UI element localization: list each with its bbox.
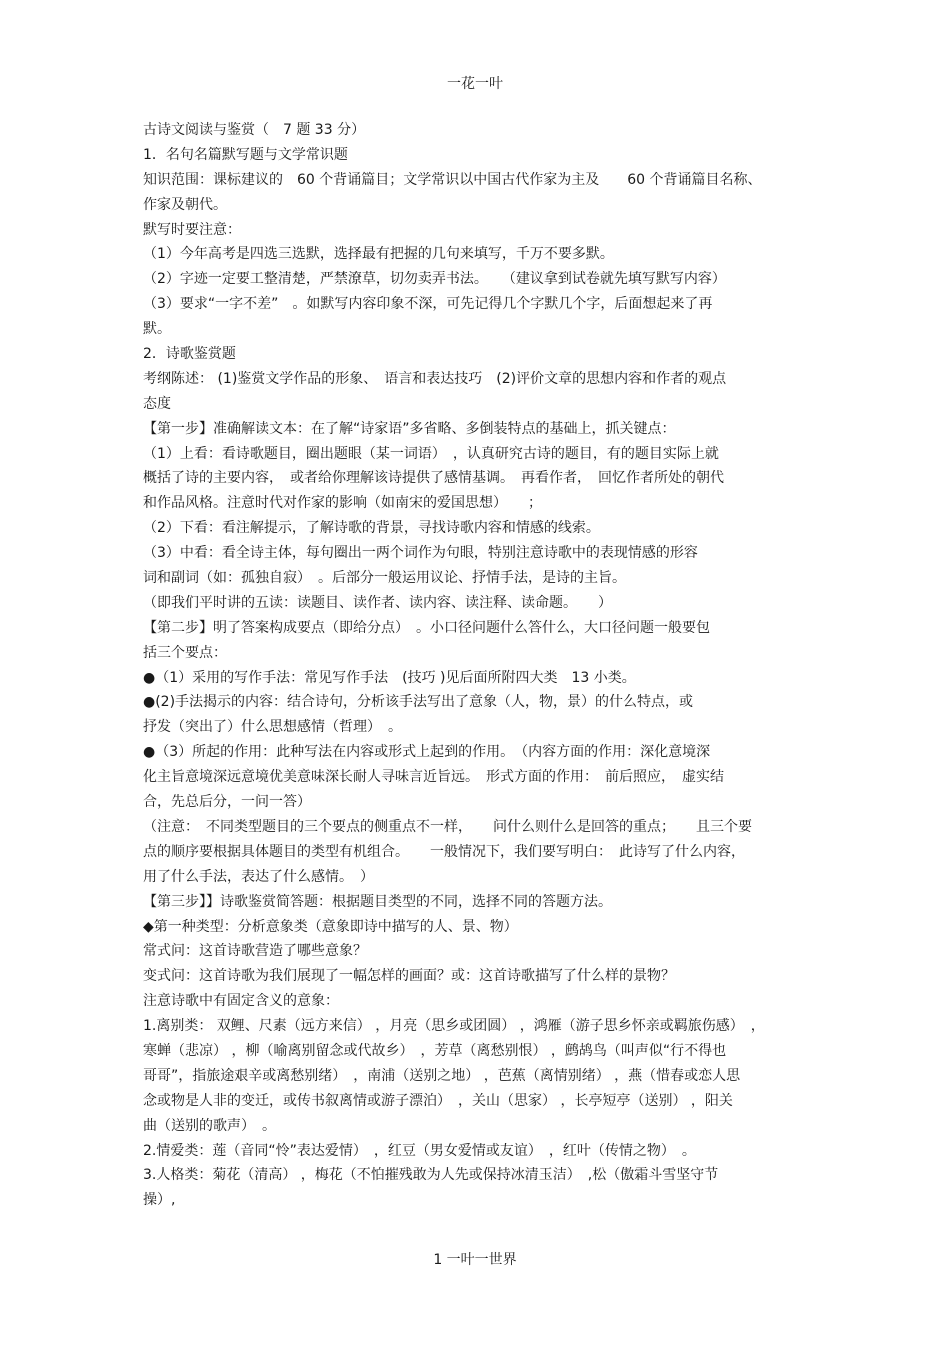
text-line: 1．名句名篇默写题与文学常识题: [143, 146, 348, 163]
text-line: （2）字迹一定要工整清楚，严禁潦草，切勿卖弄书法。 （建议拿到试卷就先填写默写内容）: [143, 271, 726, 288]
text-line: 用了什么手法，表达了什么感情。 ）: [143, 868, 374, 885]
text-line: 念或物是人非的变迁，或传书叙离情或游子漂泊） ，关山（思家） ，长亭短亭（送别） ，阳关: [143, 1092, 733, 1109]
text-line: 1.离别类： 双鲤、尺素（远方来信） ，月亮（思乡或团圆） ，鸿雁（游子思乡怀亲或羁旅伤感） ，: [143, 1018, 765, 1035]
text-line: 合，先总后分，一问一答）: [143, 794, 311, 811]
text-line: 知识范围：课标建议的 60 个背诵篇目；文学常识以中国古代作家为主及 60 个背诵篇目名称、: [143, 171, 762, 188]
text-line: 注意诗歌中有固定含义的意象：: [143, 993, 339, 1010]
text-line: （即我们平时讲的五读：读题目、读作者、读内容、读注释、读命题。 ）: [143, 594, 612, 611]
text-line: 考纲陈述： (1)鉴赏文学作品的形象、 语言和表达技巧 (2)评价文章的思想内容和作者的观点: [143, 370, 727, 387]
text-line: 【第一步】准确解读文本：在了解“诗家语”多省略、多倒装特点的基础上，抓关键点：: [143, 420, 676, 437]
text-line: （1）今年高考是四选三选默，选择最有把握的几句来填写，千万不要多默。: [143, 246, 614, 263]
text-line: 古诗文阅读与鉴赏（ 7 题 33 分）: [143, 122, 366, 138]
text-line: 【第二步】明了答案构成要点（即给分点） 。小口径问题什么答什么，大口径问题一般要包: [143, 619, 710, 636]
text-line: 抒发（突出了）什么思想感情（哲理） 。: [143, 719, 402, 736]
text-line: （1）上看：看诗歌题目，圈出题眼（某一词语） ，认真研究古诗的题目，有的题目实际上就: [143, 445, 719, 462]
text-line: 常式问：这首诗歌营造了哪些意象？: [143, 943, 367, 960]
text-line: 曲（送别的歌声） 。: [143, 1117, 276, 1134]
text-line: （3）要求“一字不差” 。如默写内容印象不深，可先记得几个字默几个字，后面想起来了再: [143, 296, 713, 313]
text-line: 括三个要点：: [143, 644, 227, 661]
text-line: ●(2)手法揭示的内容：结合诗句，分析该手法写出了意象（人，物，景）的什么特点，或: [143, 694, 694, 711]
text-line: 寒蝉（悲凉） ，柳（喻离别留念或代故乡） ，芳草（离愁别恨） ，鹧鸪鸟（叫声似“行不得也: [143, 1042, 727, 1059]
text-line: ●（3）所起的作用：此种写法在内容或形式上起到的作用。 （内容方面的作用：深化意境深: [143, 744, 711, 761]
text-line: 哥哥”，指旅途艰辛或离愁别绪） ，南浦（送别之地） ，芭蕉（离情别绪） ，燕（惜春或恋人思: [143, 1067, 741, 1084]
text-line: 默。: [143, 321, 171, 338]
text-line: 和作品风格。注意时代对作家的影响（如南宋的爱国思想） ；: [143, 495, 542, 512]
text-line: ●（1）采用的写作手法：常见写作手法 (技巧 )见后面所附四大类 13 小类。: [143, 669, 636, 686]
document-body: [143, 118, 808, 1213]
text-line: 作家及朝代。: [143, 196, 227, 213]
text-line: 2.情爱类：莲（音同“怜”表达爱情） ，红豆（男女爱情或友谊） ，红叶（传情之物） 。: [143, 1142, 696, 1159]
text-line: 态度: [143, 395, 171, 412]
page-header: 一花一叶: [447, 76, 503, 92]
text-line: 概括了诗的主要内容， 或者给你理解该诗提供了感情基调。 再看作者， 回忆作者所处的朝代: [143, 470, 724, 487]
text-line: 【第三步】】诗歌鉴赏简答题：根据题目类型的不同，选择不同的答题方法。: [143, 893, 612, 910]
text-line: 3.人格类：菊花（清高） ，梅花（不怕摧残敢为人先或保持冰清玉洁） ,松（傲霜斗雪坚守节: [143, 1167, 719, 1184]
text-line: 2．诗歌鉴赏题: [143, 346, 236, 363]
text-line: （3）中看：看全诗主体，每句圈出一两个词作为句眼，特别注意诗歌中的表现情感的形容: [143, 545, 698, 562]
text-line: 操）,: [143, 1192, 176, 1209]
text-line: （注意： 不同类型题目的三个要点的侧重点不一样， 问什么则什么是回答的重点； 且三个要: [143, 818, 752, 835]
text-line: 变式问：这首诗歌为我们展现了一幅怎样的画面？或：这首诗歌描写了什么样的景物？: [143, 968, 675, 985]
text-line: ◆第一种类型：分析意象类（意象即诗中描写的人、景、物）: [143, 918, 518, 935]
text-line: （2）下看：看注解提示，了解诗歌的背景，寻找诗歌内容和情感的线索。: [143, 520, 600, 537]
text-line: 词和副词（如：孤独自寂） 。后部分一般运用议论、抒情手法，是诗的主旨。: [143, 570, 626, 587]
page-footer: 1 一叶一世界: [433, 1252, 517, 1268]
text-line: 点的顺序要根据具体题目的类型有机组合。 一般情况下，我们要写明白： 此诗写了什么内容，: [143, 843, 745, 860]
text-line: 默写时要注意：: [143, 221, 241, 238]
text-line: 化主旨意境深远意境优美意味深长耐人寻味言近旨远。 形式方面的作用： 前后照应， 虚实结: [143, 769, 724, 786]
